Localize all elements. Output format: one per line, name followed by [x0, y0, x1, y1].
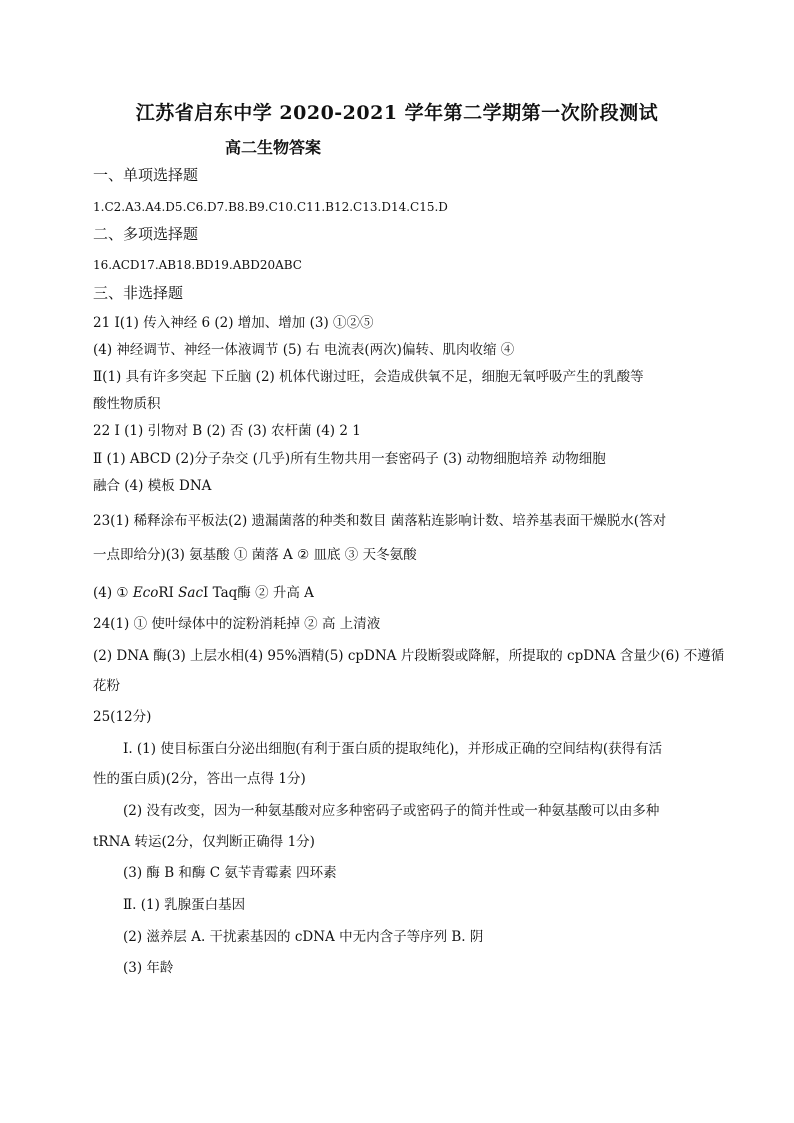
q25-line-3: (2) 没有改变，因为一种氨基酸对应多种密码子或密码子的简并性或一种氨基酸可以由多种 [123, 803, 660, 819]
q25-line-5: (3) 酶 B 和酶 C 氨苄青霉素 四环素 [123, 865, 337, 881]
q22-line-2: Ⅱ (1) ABCD (2)分子杂交 (几乎)所有生物共用一套密码子 (3) 动物细胞培养 动物细胞 [93, 451, 606, 467]
q25-heading: 25(12分) [93, 709, 152, 725]
q23-line-3 [93, 584, 314, 602]
q22-line-3: 融合 (4) 模板 DNA [93, 478, 212, 494]
q23-line-3-part-a: (4) ① [93, 585, 133, 601]
q25-line-2: 性的蛋白质)(2分，答出一点得 1分) [93, 771, 306, 787]
section-heading-single-choice: 一、单项选择题 [93, 166, 199, 184]
q21-line-1: 21 Ⅰ(1) 传入神经 6 (2) 增加、增加 (3) ①②⑤ [93, 315, 374, 331]
q21-line-2: (4) 神经调节、神经一体液调节 (5) 右 电流表(两次)偏转、肌肉收缩 ④ [93, 342, 515, 358]
q24-line-3: 花粉 [93, 678, 120, 694]
q23-line-3-part-b: RⅠ [158, 585, 179, 601]
section-heading-multiple-choice: 二、多项选择题 [93, 225, 199, 243]
q21-line-4: 酸性物质积 [93, 396, 161, 412]
q25-line-6: Ⅱ. (1) 乳腺蛋白基因 [123, 897, 246, 913]
document-title: 江苏省启东中学 2020-2021 学年第二学期第一次阶段测试 [135, 102, 659, 124]
q25-line-4: tRNA 转运(2分，仅判断正确得 1分) [93, 834, 315, 850]
q22-line-1: 22 Ⅰ (1) 引物对 B (2) 否 (3) 农杆菌 (4) 2 1 [93, 423, 361, 439]
q23-line-3-part-c: Ⅰ Taq酶 ② 升高 A [203, 585, 314, 601]
q25-line-1: Ⅰ. (1) 使目标蛋白分泌出细胞(有利于蛋白质的提取纯化)，并形成正确的空间结构(获得有活 [123, 741, 663, 757]
sac-italic: Sac [178, 585, 204, 601]
section-heading-non-choice: 三、非选择题 [93, 284, 184, 302]
q25-line-7: (2) 滋养层 A. 干扰素基因的 cDNA 中无内含子等序列 B. 阴 [123, 929, 484, 945]
ecor-italic: Eco [132, 585, 159, 601]
document-subtitle: 高二生物答案 [225, 138, 322, 157]
q25-line-8: (3) 年龄 [123, 960, 174, 976]
single-choice-answers: 1.C2.A3.A4.D5.C6.D7.B8.B9.C10.C11.B12.C13.D14.C15.D [93, 200, 448, 214]
q24-line-2: (2) DNA 酶(3) 上层水相(4) 95%酒精(5) cpDNA 片段断裂或降解，所提取的 cpDNA 含量少(6) 不遵循 [93, 648, 725, 664]
multiple-choice-answers: 16.ACD17.AB18.BD19.ABD20ABC [93, 258, 302, 272]
q21-line-3: Ⅱ(1) 具有许多突起 下丘脑 (2) 机体代谢过旺，会造成供氧不足，细胞无氧呼吸产生的乳酸等 [93, 369, 644, 385]
q23-line-1: 23(1) 稀释涂布平板法(2) 遗漏菌落的种类和数目 菌落粘连影响计数、培养基表面干燥脱水(答对 [93, 513, 667, 529]
q23-line-2: 一点即给分)(3) 氨基酸 ① 菌落 A ② 皿底 ③ 天冬氨酸 [93, 547, 417, 563]
q24-line-1: 24(1) ① 使叶绿体中的淀粉消耗掉 ② 高 上清液 [93, 616, 381, 632]
